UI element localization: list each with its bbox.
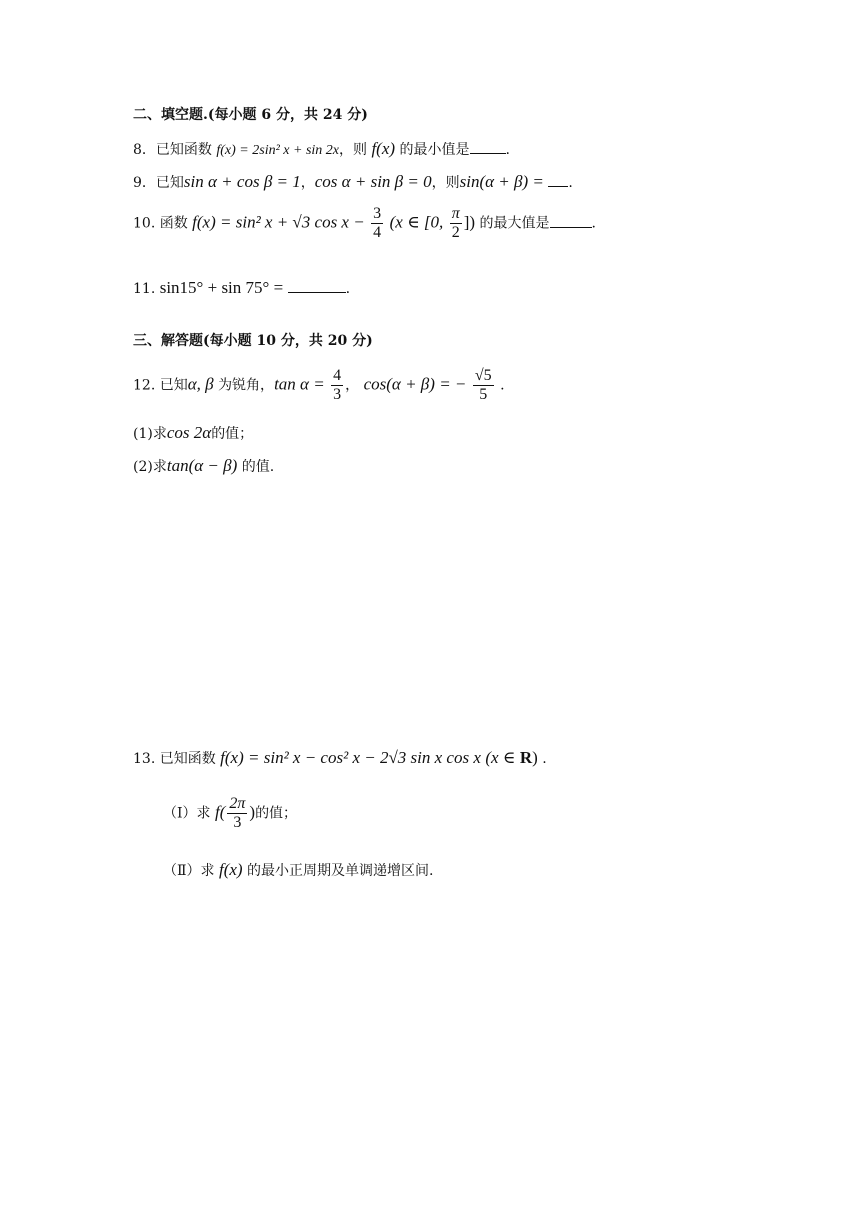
formula: α, β bbox=[187, 374, 214, 394]
question-11 bbox=[133, 278, 350, 298]
question-text: 的最小正周期及单调递增区间. bbox=[247, 863, 434, 879]
formula: sin(α + β) = bbox=[459, 172, 544, 191]
question-text: 为锐角， bbox=[218, 377, 275, 394]
fraction-numerator: √5 bbox=[474, 367, 492, 384]
question-text: 的值； bbox=[211, 426, 254, 442]
question-text: （Ⅱ）求 bbox=[163, 863, 215, 879]
formula: sin α + cos β = 1 bbox=[183, 172, 301, 191]
question-number: 13. bbox=[133, 751, 156, 767]
formula: tan(α − β) bbox=[166, 456, 238, 475]
fraction-denominator: 3 bbox=[227, 813, 247, 832]
question-13-part-1 bbox=[163, 796, 297, 831]
punctuation: . bbox=[505, 142, 510, 158]
fraction-numerator: 3 bbox=[373, 205, 382, 222]
question-text: ，则 bbox=[431, 175, 460, 191]
fraction-numerator: π bbox=[451, 205, 460, 222]
formula: ) bbox=[532, 748, 538, 767]
question-number: 12. bbox=[133, 377, 156, 394]
punctuation: . bbox=[500, 377, 505, 394]
formula: cos α + sin β = 0 bbox=[314, 172, 432, 191]
formula: sin15° + sin 75° = bbox=[159, 278, 284, 297]
fraction-numerator: 2π bbox=[229, 795, 246, 812]
formula: cos 2α bbox=[166, 423, 212, 442]
question-13-part-2 bbox=[163, 860, 433, 880]
punctuation: . bbox=[345, 281, 351, 297]
formula: ]) bbox=[463, 212, 476, 232]
question-text: 已知 bbox=[159, 377, 188, 394]
question-text: 函数 bbox=[159, 215, 188, 232]
fraction bbox=[473, 368, 494, 403]
answer-blank[interactable] bbox=[288, 280, 346, 293]
question-text: 的值. bbox=[241, 459, 275, 475]
question-number: 8． bbox=[133, 142, 156, 158]
formula: (x ∈ [0, bbox=[389, 212, 444, 232]
question-12-part-2 bbox=[133, 456, 274, 476]
section-heading-solve bbox=[133, 333, 373, 350]
section-heading-text: 三、解答题(每小题 10 分，共 20 分) bbox=[133, 333, 373, 349]
formula: f(x) bbox=[218, 860, 243, 879]
formula: f(x) = sin² x − cos² x − 2√3 sin x cos x bbox=[220, 748, 481, 767]
formula-real-set: R bbox=[519, 748, 533, 767]
question-12-part-1 bbox=[133, 423, 253, 443]
punctuation: . bbox=[591, 215, 596, 232]
question-text: 已知 bbox=[155, 175, 184, 191]
question-text: 已知函数 bbox=[159, 751, 216, 767]
fraction bbox=[227, 796, 247, 831]
fraction bbox=[331, 368, 343, 403]
section-heading-fill-in bbox=[133, 107, 368, 124]
question-number: 11. bbox=[133, 281, 156, 297]
formula: f(x) = 2sin² x + sin 2x bbox=[216, 143, 339, 158]
question-text: 已知函数 bbox=[155, 142, 212, 158]
fraction bbox=[371, 206, 383, 241]
answer-blank[interactable] bbox=[548, 174, 568, 187]
question-9 bbox=[133, 172, 573, 192]
fraction-denominator: 2 bbox=[450, 223, 462, 242]
question-text: 的值； bbox=[255, 805, 298, 822]
question-text: （Ⅰ）求 bbox=[163, 805, 211, 822]
formula: tan α = bbox=[274, 374, 325, 394]
formula: ) bbox=[249, 802, 256, 822]
punctuation: ， bbox=[345, 377, 360, 394]
question-number: 10. bbox=[133, 215, 156, 232]
question-10 bbox=[133, 206, 596, 241]
question-number: 9． bbox=[133, 175, 156, 191]
formula: f(x) = sin² x + √3 cos x − bbox=[192, 212, 365, 232]
question-text: (2)求 bbox=[133, 459, 167, 475]
question-8 bbox=[133, 139, 510, 160]
punctuation: . bbox=[542, 751, 547, 767]
question-text: ，则 bbox=[339, 142, 367, 158]
formula: f( bbox=[214, 802, 226, 822]
question-text: (1)求 bbox=[133, 426, 167, 442]
question-text: 的最小值是 bbox=[399, 142, 470, 158]
punctuation: . bbox=[568, 175, 573, 191]
question-13 bbox=[133, 748, 547, 768]
formula: f(x) bbox=[371, 139, 396, 158]
question-12 bbox=[133, 368, 505, 403]
question-text: 的最大值是 bbox=[479, 215, 550, 232]
fraction-denominator: 5 bbox=[473, 385, 494, 404]
answer-blank[interactable] bbox=[470, 141, 506, 154]
answer-blank[interactable] bbox=[550, 215, 592, 228]
fraction bbox=[450, 206, 462, 241]
punctuation: ， bbox=[300, 175, 315, 191]
formula: cos(α + β) = − bbox=[363, 374, 467, 394]
formula: (x ∈ bbox=[485, 748, 516, 767]
fraction-denominator: 4 bbox=[373, 223, 382, 241]
fraction-denominator: 3 bbox=[333, 385, 342, 403]
fraction-numerator: 4 bbox=[333, 367, 342, 384]
section-heading-text: 二、填空题.(每小题 6 分，共 24 分) bbox=[133, 107, 368, 123]
